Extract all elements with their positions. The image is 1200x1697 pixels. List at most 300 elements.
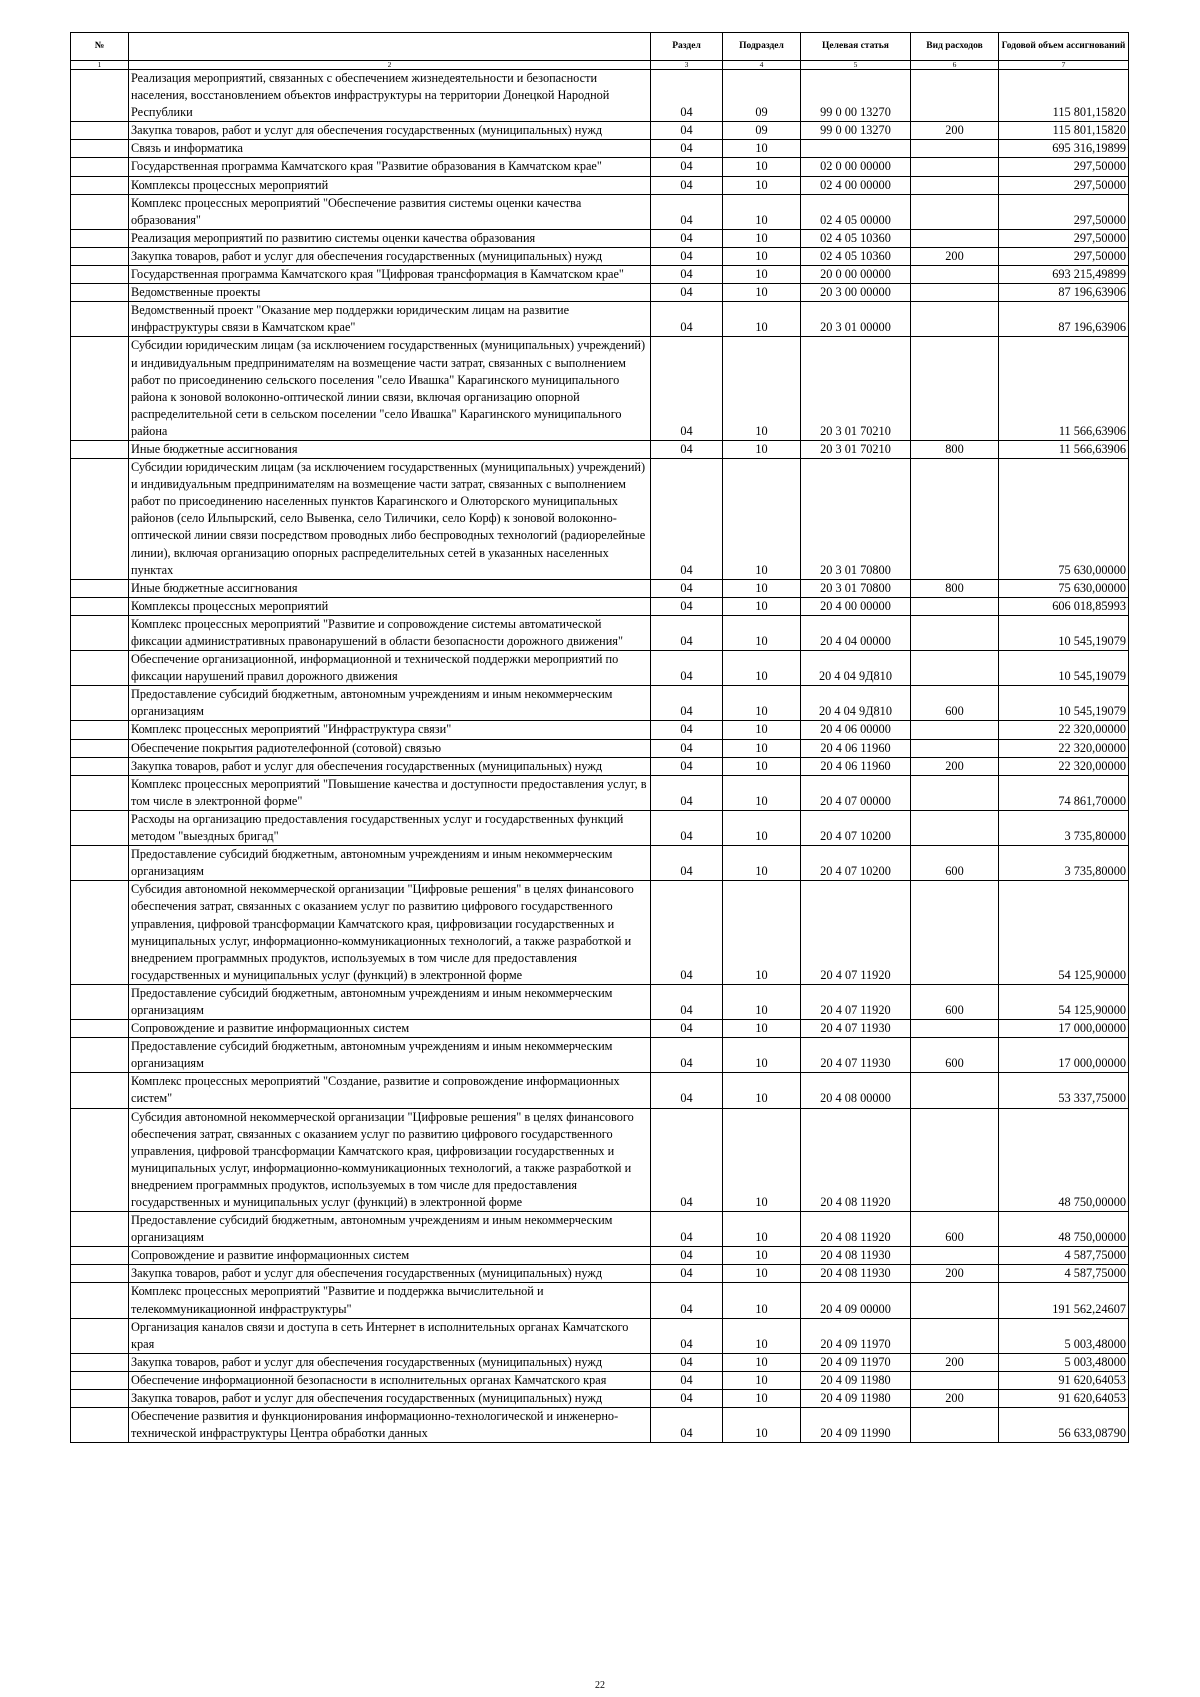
expense-type-cell: [911, 775, 999, 810]
row-number-cell: [71, 1371, 129, 1389]
target-article-cell: 20 4 06 00000: [801, 721, 911, 739]
table-row: [71, 1212, 1129, 1247]
section-cell: 04: [651, 579, 723, 597]
expense-type-cell: [911, 1020, 999, 1038]
table-row: [71, 140, 1129, 158]
expense-type-cell: [911, 337, 999, 441]
amount-cell: 75 630,00000: [999, 459, 1129, 580]
amount-cell: 22 320,00000: [999, 757, 1129, 775]
table-row: [71, 1283, 1129, 1318]
table-row: [71, 1247, 1129, 1265]
row-number-cell: [71, 686, 129, 721]
item-name-cell: Ведомственный проект "Оказание мер поддержки юридическим лицам на развитие инфраструктуры связи в Камчатском крае": [129, 302, 651, 337]
table-row: [71, 440, 1129, 458]
target-article-cell: 20 4 09 11980: [801, 1371, 911, 1389]
subsection-cell: 10: [723, 1020, 801, 1038]
expense-type-cell: [911, 739, 999, 757]
table-row: [71, 122, 1129, 140]
expense-type-cell: [911, 459, 999, 580]
target-article-cell: 02 4 00 00000: [801, 176, 911, 194]
subsection-cell: 10: [723, 1390, 801, 1408]
target-article-cell: 20 4 09 11970: [801, 1353, 911, 1371]
section-cell: 04: [651, 194, 723, 229]
table-row: [71, 739, 1129, 757]
target-article-cell: 20 3 01 70210: [801, 440, 911, 458]
column-number: 6: [911, 61, 999, 70]
item-name-cell: Комплекс процессных мероприятий "Создание, развитие и сопровождение информационных систем": [129, 1073, 651, 1108]
subsection-cell: 10: [723, 1247, 801, 1265]
item-name-cell: Комплекс процессных мероприятий "Инфраструктура связи": [129, 721, 651, 739]
table-row: [71, 158, 1129, 176]
header-section: Раздел: [651, 33, 723, 61]
table-row: [71, 881, 1129, 985]
subsection-cell: 10: [723, 775, 801, 810]
target-article-cell: 20 4 07 00000: [801, 775, 911, 810]
row-number-cell: [71, 176, 129, 194]
subsection-cell: 09: [723, 70, 801, 122]
section-cell: 04: [651, 1020, 723, 1038]
item-name-cell: Государственная программа Камчатского края "Развитие образования в Камчатском крае": [129, 158, 651, 176]
row-number-cell: [71, 247, 129, 265]
table-body: [71, 70, 1129, 1443]
column-number: 3: [651, 61, 723, 70]
row-number-cell: [71, 810, 129, 845]
amount-cell: 297,50000: [999, 229, 1129, 247]
subsection-cell: 09: [723, 122, 801, 140]
target-article-cell: 99 0 00 13270: [801, 122, 911, 140]
expense-type-cell: [911, 229, 999, 247]
subsection-cell: 10: [723, 247, 801, 265]
section-cell: 04: [651, 984, 723, 1019]
section-cell: 04: [651, 176, 723, 194]
item-name-cell: Субсидия автономной некоммерческой организации "Цифровые решения" в целях финансового обеспечения затрат, связанных с оказанием услуг по развитию цифрового государственного управления, цифровой трансформации Камчатского края, цифровизации государственных и муниципальных услуг, информационно-коммуникационных технологий, а также разработкой и внедрением программных продуктов, используемых в том числе для предоставления государственных и муниципальных услуг (функций) в электронной форме: [129, 1108, 651, 1212]
expense-type-cell: 200: [911, 1390, 999, 1408]
row-number-cell: [71, 757, 129, 775]
subsection-cell: 10: [723, 158, 801, 176]
amount-cell: 3 735,80000: [999, 846, 1129, 881]
expense-type-cell: [911, 1247, 999, 1265]
item-name-cell: Комплекс процессных мероприятий "Развитие и сопровождение системы автоматической фиксации административных правонарушений в области безопасности дорожного движения": [129, 615, 651, 650]
expense-type-cell: 600: [911, 1038, 999, 1073]
row-number-cell: [71, 1390, 129, 1408]
header-subsection: Подраздел: [723, 33, 801, 61]
target-article-cell: 20 4 09 11970: [801, 1318, 911, 1353]
section-cell: 04: [651, 247, 723, 265]
subsection-cell: 10: [723, 686, 801, 721]
header-expense-type: Вид расходов: [911, 33, 999, 61]
section-cell: 04: [651, 881, 723, 985]
target-article-cell: 20 4 07 11920: [801, 881, 911, 985]
item-name-cell: Субсидии юридическим лицам (за исключением государственных (муниципальных) учреждений) и индивидуальным предпринимателям на возмещение части затрат, связанных с выполнением работ по присоединению сельского поселения "село Ивашка" Карагинского муниципального района к зоновой волоконно-оптической линии связи, включая организацию опорной распределительной сети в сельском поселении "село Ивашка" Карагинского муниципального района: [129, 337, 651, 441]
item-name-cell: Расходы на организацию предоставления государственных услуг и государственных функций методом "выездных бригад": [129, 810, 651, 845]
expense-type-cell: [911, 284, 999, 302]
section-cell: 04: [651, 686, 723, 721]
row-number-cell: [71, 1073, 129, 1108]
target-article-cell: 02 4 05 10360: [801, 247, 911, 265]
subsection-cell: 10: [723, 597, 801, 615]
expense-type-cell: 600: [911, 686, 999, 721]
row-number-cell: [71, 158, 129, 176]
table-row: [71, 846, 1129, 881]
table-row: [71, 1353, 1129, 1371]
header-row: [71, 33, 1129, 61]
expense-type-cell: [911, 70, 999, 122]
amount-cell: 693 215,49899: [999, 266, 1129, 284]
amount-cell: 54 125,90000: [999, 984, 1129, 1019]
item-name-cell: Связь и информатика: [129, 140, 651, 158]
column-number-row: [71, 61, 1129, 70]
row-number-cell: [71, 651, 129, 686]
row-number-cell: [71, 721, 129, 739]
expense-type-cell: [911, 1073, 999, 1108]
amount-cell: 54 125,90000: [999, 881, 1129, 985]
column-number: 7: [999, 61, 1129, 70]
subsection-cell: 10: [723, 615, 801, 650]
target-article-cell: 20 4 08 11930: [801, 1265, 911, 1283]
amount-cell: 4 587,75000: [999, 1265, 1129, 1283]
item-name-cell: Закупка товаров, работ и услуг для обеспечения государственных (муниципальных) нужд: [129, 247, 651, 265]
row-number-cell: [71, 284, 129, 302]
row-number-cell: [71, 1212, 129, 1247]
section-cell: 04: [651, 739, 723, 757]
amount-cell: 5 003,48000: [999, 1318, 1129, 1353]
section-cell: 04: [651, 1371, 723, 1389]
item-name-cell: Предоставление субсидий бюджетным, автономным учреждениям и иным некоммерческим организациям: [129, 1038, 651, 1073]
item-name-cell: Закупка товаров, работ и услуг для обеспечения государственных (муниципальных) нужд: [129, 122, 651, 140]
subsection-cell: 10: [723, 757, 801, 775]
target-article-cell: 20 4 09 11990: [801, 1408, 911, 1443]
expense-type-cell: [911, 1318, 999, 1353]
amount-cell: 297,50000: [999, 194, 1129, 229]
target-article-cell: 20 4 08 11920: [801, 1212, 911, 1247]
table-row: [71, 284, 1129, 302]
amount-cell: 695 316,19899: [999, 140, 1129, 158]
item-name-cell: Обеспечение развития и функционирования информационно-технологической и инженерно-технической инфраструктуры Центра обработки данных: [129, 1408, 651, 1443]
target-article-cell: 20 3 00 00000: [801, 284, 911, 302]
item-name-cell: Предоставление субсидий бюджетным, автономным учреждениям и иным некоммерческим организациям: [129, 846, 651, 881]
section-cell: 04: [651, 158, 723, 176]
target-article-cell: 02 0 00 00000: [801, 158, 911, 176]
row-number-cell: [71, 1108, 129, 1212]
row-number-cell: [71, 266, 129, 284]
section-cell: 04: [651, 229, 723, 247]
table-row: [71, 302, 1129, 337]
table-row: [71, 984, 1129, 1019]
amount-cell: 10 545,19079: [999, 651, 1129, 686]
item-name-cell: Реализация мероприятий по развитию системы оценки качества образования: [129, 229, 651, 247]
subsection-cell: 10: [723, 337, 801, 441]
table-row: [71, 266, 1129, 284]
table-row: [71, 337, 1129, 441]
table-row: [71, 70, 1129, 122]
target-article-cell: 20 4 07 11920: [801, 984, 911, 1019]
subsection-cell: 10: [723, 1371, 801, 1389]
row-number-cell: [71, 615, 129, 650]
expense-type-cell: [911, 1108, 999, 1212]
target-article-cell: 20 4 08 11920: [801, 1108, 911, 1212]
section-cell: 04: [651, 775, 723, 810]
row-number-cell: [71, 1408, 129, 1443]
amount-cell: 297,50000: [999, 158, 1129, 176]
item-name-cell: Предоставление субсидий бюджетным, автономным учреждениям и иным некоммерческим организациям: [129, 984, 651, 1019]
item-name-cell: Комплекс процессных мероприятий "Повышение качества и доступности предоставления услуг, в том числе в электронной форме": [129, 775, 651, 810]
target-article-cell: 20 4 00 00000: [801, 597, 911, 615]
table-row: [71, 1038, 1129, 1073]
target-article-cell: 20 4 06 11960: [801, 739, 911, 757]
row-number-cell: [71, 775, 129, 810]
expense-type-cell: [911, 651, 999, 686]
section-cell: 04: [651, 651, 723, 686]
table-row: [71, 579, 1129, 597]
table-row: [71, 1408, 1129, 1443]
item-name-cell: Предоставление субсидий бюджетным, автономным учреждениям и иным некоммерческим организациям: [129, 686, 651, 721]
item-name-cell: Закупка товаров, работ и услуг для обеспечения государственных (муниципальных) нужд: [129, 1353, 651, 1371]
target-article-cell: 20 4 09 11980: [801, 1390, 911, 1408]
row-number-cell: [71, 70, 129, 122]
subsection-cell: 10: [723, 266, 801, 284]
header-annual-volume: Годовой объем ассигнований: [999, 33, 1129, 61]
row-number-cell: [71, 739, 129, 757]
expense-type-cell: [911, 302, 999, 337]
amount-cell: 5 003,48000: [999, 1353, 1129, 1371]
subsection-cell: 10: [723, 739, 801, 757]
item-name-cell: Закупка товаров, работ и услуг для обеспечения государственных (муниципальных) нужд: [129, 757, 651, 775]
subsection-cell: 10: [723, 1265, 801, 1283]
subsection-cell: 10: [723, 176, 801, 194]
section-cell: 04: [651, 757, 723, 775]
row-number-cell: [71, 1020, 129, 1038]
expense-type-cell: [911, 1283, 999, 1318]
amount-cell: 3 735,80000: [999, 810, 1129, 845]
target-article-cell: 02 4 05 10360: [801, 229, 911, 247]
row-number-cell: [71, 1283, 129, 1318]
amount-cell: 11 566,63906: [999, 440, 1129, 458]
item-name-cell: Субсидия автономной некоммерческой организации "Цифровые решения" в целях финансового обеспечения затрат, связанных с оказанием услуг по развитию цифрового государственного управления, цифровой трансформации Камчатского края, цифровизации государственных и муниципальных услуг, информационно-коммуникационных технологий, а также разработкой и внедрением программных продуктов, используемых в том числе для предоставления государственных и муниципальных услуг (функций) в электронной форме: [129, 881, 651, 985]
item-name-cell: Комплексы процессных мероприятий: [129, 176, 651, 194]
row-number-cell: [71, 846, 129, 881]
subsection-cell: 10: [723, 229, 801, 247]
expense-type-cell: [911, 158, 999, 176]
table-row: [71, 810, 1129, 845]
subsection-cell: 10: [723, 459, 801, 580]
subsection-cell: 10: [723, 1038, 801, 1073]
table-row: [71, 1108, 1129, 1212]
target-article-cell: 20 4 07 11930: [801, 1020, 911, 1038]
row-number-cell: [71, 1265, 129, 1283]
section-cell: 04: [651, 597, 723, 615]
row-number-cell: [71, 1318, 129, 1353]
subsection-cell: 10: [723, 284, 801, 302]
subsection-cell: 10: [723, 721, 801, 739]
expense-type-cell: [911, 1408, 999, 1443]
expense-type-cell: 200: [911, 1353, 999, 1371]
target-article-cell: 20 4 07 10200: [801, 810, 911, 845]
table-row: [71, 615, 1129, 650]
amount-cell: 56 633,08790: [999, 1408, 1129, 1443]
subsection-cell: 10: [723, 651, 801, 686]
section-cell: 04: [651, 284, 723, 302]
target-article-cell: 20 4 09 00000: [801, 1283, 911, 1318]
row-number-cell: [71, 1353, 129, 1371]
section-cell: 04: [651, 721, 723, 739]
table-row: [71, 247, 1129, 265]
amount-cell: 87 196,63906: [999, 302, 1129, 337]
item-name-cell: Сопровождение и развитие информационных систем: [129, 1020, 651, 1038]
item-name-cell: Комплекс процессных мероприятий "Развитие и поддержка вычислительной и телекоммуникационной инфраструктуры": [129, 1283, 651, 1318]
table-row: [71, 459, 1129, 580]
header-no: №: [71, 33, 129, 61]
section-cell: 04: [651, 1265, 723, 1283]
expense-type-cell: 600: [911, 846, 999, 881]
amount-cell: 115 801,15820: [999, 70, 1129, 122]
section-cell: 04: [651, 1283, 723, 1318]
amount-cell: 48 750,00000: [999, 1108, 1129, 1212]
subsection-cell: 10: [723, 440, 801, 458]
expense-type-cell: 800: [911, 440, 999, 458]
section-cell: 04: [651, 459, 723, 580]
column-number: 1: [71, 61, 129, 70]
row-number-cell: [71, 229, 129, 247]
subsection-cell: 10: [723, 881, 801, 985]
table-row: [71, 686, 1129, 721]
expense-type-cell: 600: [911, 984, 999, 1019]
amount-cell: 48 750,00000: [999, 1212, 1129, 1247]
section-cell: 04: [651, 1038, 723, 1073]
row-number-cell: [71, 194, 129, 229]
table-row: [71, 1371, 1129, 1389]
amount-cell: 115 801,15820: [999, 122, 1129, 140]
table-row: [71, 775, 1129, 810]
document-page: [70, 32, 1128, 1443]
amount-cell: 53 337,75000: [999, 1073, 1129, 1108]
target-article-cell: 20 3 01 70800: [801, 459, 911, 580]
amount-cell: 606 018,85993: [999, 597, 1129, 615]
section-cell: 04: [651, 302, 723, 337]
target-article-cell: 20 4 08 00000: [801, 1073, 911, 1108]
item-name-cell: Обеспечение информационной безопасности в исполнительных органах Камчатского края: [129, 1371, 651, 1389]
expense-type-cell: 800: [911, 579, 999, 597]
section-cell: 04: [651, 1247, 723, 1265]
target-article-cell: 20 4 07 10200: [801, 846, 911, 881]
amount-cell: 91 620,64053: [999, 1371, 1129, 1389]
target-article-cell: 02 4 05 00000: [801, 194, 911, 229]
amount-cell: 297,50000: [999, 247, 1129, 265]
expense-type-cell: [911, 1371, 999, 1389]
subsection-cell: 10: [723, 194, 801, 229]
subsection-cell: 10: [723, 1353, 801, 1371]
row-number-cell: [71, 597, 129, 615]
amount-cell: 191 562,24607: [999, 1283, 1129, 1318]
header-target-article: Целевая статья: [801, 33, 911, 61]
page-number: 22: [595, 1680, 605, 1691]
row-number-cell: [71, 440, 129, 458]
row-number-cell: [71, 140, 129, 158]
table-row: [71, 1265, 1129, 1283]
subsection-cell: 10: [723, 810, 801, 845]
target-article-cell: 20 3 01 70210: [801, 337, 911, 441]
item-name-cell: Комплекс процессных мероприятий "Обеспечение развития системы оценки качества образования": [129, 194, 651, 229]
target-article-cell: 20 4 04 9Д810: [801, 686, 911, 721]
section-cell: 04: [651, 1390, 723, 1408]
amount-cell: 74 861,70000: [999, 775, 1129, 810]
column-number: 4: [723, 61, 801, 70]
amount-cell: 10 545,19079: [999, 686, 1129, 721]
amount-cell: 87 196,63906: [999, 284, 1129, 302]
expense-type-cell: [911, 140, 999, 158]
row-number-cell: [71, 122, 129, 140]
table-row: [71, 721, 1129, 739]
item-name-cell: Государственная программа Камчатского края "Цифровая трансформация в Камчатском крае": [129, 266, 651, 284]
section-cell: 04: [651, 846, 723, 881]
expense-type-cell: [911, 881, 999, 985]
expense-type-cell: 600: [911, 1212, 999, 1247]
budget-table: [70, 32, 1129, 1443]
item-name-cell: Обеспечение покрытия радиотелефонной (сотовой) связью: [129, 739, 651, 757]
section-cell: 04: [651, 70, 723, 122]
target-article-cell: 20 4 04 00000: [801, 615, 911, 650]
expense-type-cell: 200: [911, 122, 999, 140]
item-name-cell: Субсидии юридическим лицам (за исключением государственных (муниципальных) учреждений) и индивидуальным предпринимателям на возмещение части затрат, связанных с выполнением работ по присоединению населенных пунктов Карагинского и Олюторского муниципальных районов (село Ильпырский, село Вывенка, село Тиличики, село Корф) к зоновой волоконно-оптической линии связи посредством проводных либо беспроводных технологий (радиорелейные линии), включая организацию опорных распределительных сетей в указанных населенных пунктах: [129, 459, 651, 580]
subsection-cell: 10: [723, 984, 801, 1019]
item-name-cell: Ведомственные проекты: [129, 284, 651, 302]
target-article-cell: 99 0 00 13270: [801, 70, 911, 122]
amount-cell: 22 320,00000: [999, 739, 1129, 757]
table-row: [71, 194, 1129, 229]
row-number-cell: [71, 1038, 129, 1073]
item-name-cell: Организация каналов связи и доступа в сеть Интернет в исполнительных органах Камчатского края: [129, 1318, 651, 1353]
expense-type-cell: [911, 597, 999, 615]
target-article-cell: 20 0 00 00000: [801, 266, 911, 284]
item-name-cell: Закупка товаров, работ и услуг для обеспечения государственных (муниципальных) нужд: [129, 1265, 651, 1283]
amount-cell: 10 545,19079: [999, 615, 1129, 650]
table-row: [71, 1318, 1129, 1353]
item-name-cell: Иные бюджетные ассигнования: [129, 440, 651, 458]
header-name: [129, 33, 651, 61]
item-name-cell: Предоставление субсидий бюджетным, автономным учреждениям и иным некоммерческим организациям: [129, 1212, 651, 1247]
subsection-cell: 10: [723, 846, 801, 881]
subsection-cell: 10: [723, 1212, 801, 1247]
row-number-cell: [71, 881, 129, 985]
expense-type-cell: [911, 194, 999, 229]
section-cell: 04: [651, 1408, 723, 1443]
table-row: [71, 176, 1129, 194]
table-row: [71, 1020, 1129, 1038]
item-name-cell: Сопровождение и развитие информационных систем: [129, 1247, 651, 1265]
table-row: [71, 1073, 1129, 1108]
section-cell: 04: [651, 440, 723, 458]
target-article-cell: 20 4 04 9Д810: [801, 651, 911, 686]
subsection-cell: 10: [723, 140, 801, 158]
row-number-cell: [71, 1247, 129, 1265]
subsection-cell: 10: [723, 1073, 801, 1108]
amount-cell: 17 000,00000: [999, 1020, 1129, 1038]
expense-type-cell: [911, 176, 999, 194]
target-article-cell: 20 4 06 11960: [801, 757, 911, 775]
item-name-cell: Иные бюджетные ассигнования: [129, 579, 651, 597]
table-row: [71, 651, 1129, 686]
expense-type-cell: [911, 810, 999, 845]
item-name-cell: Комплексы процессных мероприятий: [129, 597, 651, 615]
target-article-cell: [801, 140, 911, 158]
section-cell: 04: [651, 810, 723, 845]
section-cell: 04: [651, 140, 723, 158]
row-number-cell: [71, 337, 129, 441]
section-cell: 04: [651, 1212, 723, 1247]
row-number-cell: [71, 984, 129, 1019]
subsection-cell: 10: [723, 1108, 801, 1212]
expense-type-cell: 200: [911, 1265, 999, 1283]
amount-cell: 17 000,00000: [999, 1038, 1129, 1073]
